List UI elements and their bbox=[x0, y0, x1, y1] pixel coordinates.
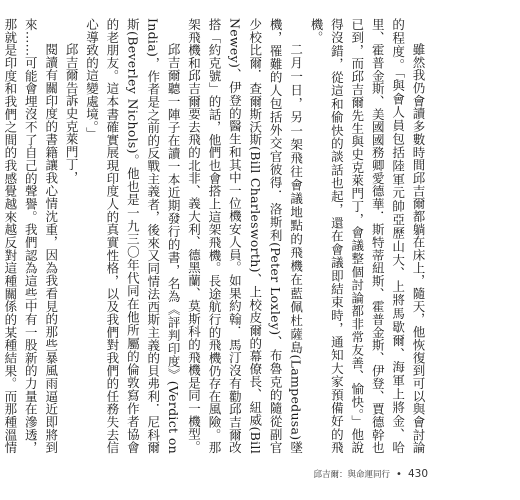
paragraph-1: 雖然我仍會讀多數時間邱吉爾都躺在床上，隨天，他恢復到可以與會討論的程度。「與會人員包括陸軍元帥亞歷山大、上將馬歇爾、海軍上將金、哈里、霍普金斯、美國國務卿愛德華．斯特蒂紐斯、霍普金斯、伊登、賈德幹也已到，而邱吉爾先生與史克萊門丁，會議整個討論都非常友善、愉快。」他說得沒錯，從這和偷快的談話也起，還在會議即結束時，通知大家預備好的飛機。 bbox=[308, 18, 426, 454]
body-text bbox=[2, 18, 428, 454]
paragraph-4: 邱吉爾告訴史克萊門丁， bbox=[64, 43, 80, 184]
paragraph-2: 二月一日，另一架飛往會議地點的飛機在藍佩杜薩島(Lampedusa)墜機，罹難的人包括外交官彼得．洛斯利(Peter Loxley)、布魯克的隨從副官少校比爾．查爾斯沃斯(Bill Charlesworth)、上校皮爾的幕僚長、紐威(Bill Newey)、伊登的醫生和其中一位機安人員。如果約翰．馬汀沒有勸邱吉爾改搭「約克號」的話，他們也會搭上這架飛機。長途航行的飛機仍存在風險。那架飛機和邱吉爾要去飛的北非、義大利、德黑蘭、莫斯科的飛機是同一機型。 bbox=[186, 18, 304, 454]
paragraph-3: 邱吉爾聽一陣子在讀一本近期發行的書，名為《評判印度》(Verdict on India)，作者是之前的反戰主義者，後來又同情法西斯主義的貝弗利．尼科爾斯(Beverley Nichols)。他也是一九三〇年代同在他所屬的倫敦寫作者協會的老朋友。這本書確實展現印度人的真實性格，以及我們對我們的任務失去信心導致的這變處境。」 bbox=[84, 18, 182, 454]
running-title: 邱吉爾：與命運同行 bbox=[313, 470, 391, 480]
page-footer bbox=[314, 468, 428, 480]
paragraph-5: 閱讀有關印度的書籍讓我心情沈重，因為我看見的那些暴風雨逼近即將到來……可能會埋沒不了自己的聲譽。我們認為這些中有一股新的力量在滲透，那就是印度和我們之間的我感覺越來越反對這種關係的某種結果。而那種溫情 bbox=[2, 18, 59, 454]
page-number: 430 bbox=[407, 468, 428, 480]
separator-dot: • bbox=[396, 468, 402, 480]
